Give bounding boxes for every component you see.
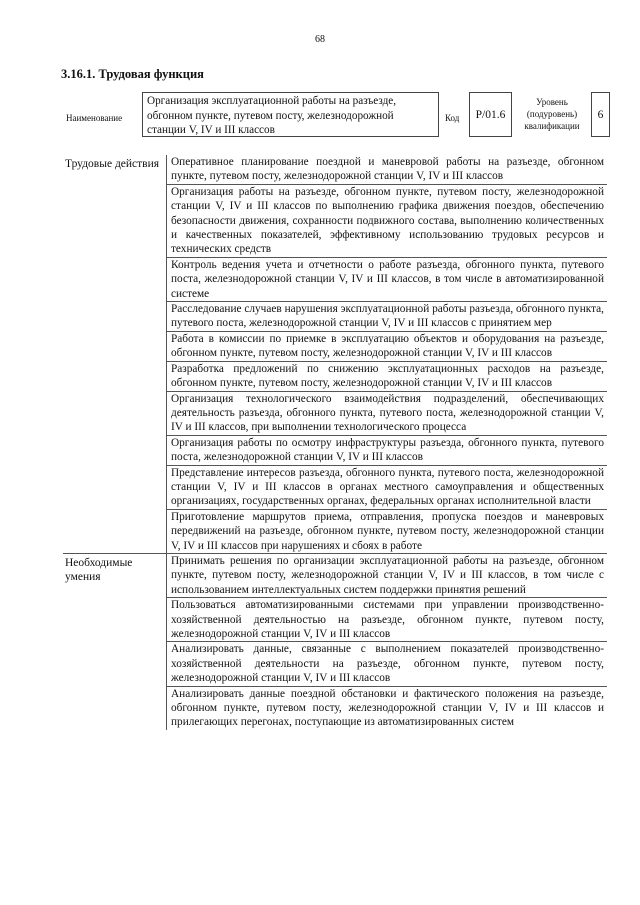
group-required-skills [63, 554, 607, 730]
function-header [61, 92, 616, 142]
table-row: Представление интересов разъезда, обгонного пункта, путевого поста, железнодорожной станции V, IV и III классов в органах местного самоуправления и общественных организациях, государственных органах, федеральных органах исполнительной власти [167, 466, 607, 510]
table-row: Разработка предложений по снижению эксплуатационных расходов на разъезде, обгонном пункте, путевом посту, железнодорожной станции V, IV и III классов [167, 362, 607, 392]
table-row: Организация работы на разъезде, обгонном пункте, путевом посту, железнодорожной станции V, IV и III классов по выполнению графика движения поездов, обеспечению безопасности движения, сохранности подвижного состава, выполнению количественных и качественных показателей, эффективному использованию трудовых ресурсов и технических средств [167, 185, 607, 258]
code-label: Код [445, 113, 460, 123]
table-row: Работа в комиссии по приемке в эксплуатацию объектов и оборудования на разъезде, обгонном пункте, путевом посту, железнодорожной станции V, IV и III классов [167, 332, 607, 362]
table-row: Контроль ведения учета и отчетности о работе разъезда, обгонного пункта, путевого поста, железнодорожной станции V, IV и III классов, в том числе в автоматизированной системе [167, 258, 607, 302]
table-row: Принимать решения по организации эксплуатационной работы на разъезде, обгонном пункте, путевом посту, железнодорожной станции V, IV и III классов, в том числе с использованием интеллектуальных систем поддержки принятия решений [167, 554, 607, 598]
page-number: 68 [315, 34, 325, 45]
function-name-box: Организация эксплуатационной работы на разъезде, обгонном пункте, путевом посту, железнодорожной станции V, IV и III классов [142, 92, 439, 137]
table-row: Оперативное планирование поездной и маневровой работы на разъезде, обгонном пункте, путевом посту, железнодорожной станции V, IV и III классов [167, 155, 607, 185]
group-title: Необходимые умения [65, 556, 133, 584]
group-items [166, 554, 607, 730]
table-row: Приготовление маршрутов приема, отправления, пропуска поездов и маневровых передвижений на разъезде, обгонном пункте, путевом посту, железнодорожной станции V, IV и III классов при нарушениях и сбоях в работе [171, 510, 604, 552]
table-row: Анализировать данные, связанные с выполнением показателей производственно-хозяйственной деятельности на разъезде, обгонном пункте, путевом посту, железнодорожной станции V, IV и III классов [167, 642, 607, 686]
function-table [63, 155, 607, 730]
table-row: Расследование случаев нарушения эксплуатационной работы разъезда, обгонного пункта, путевого поста, железнодорожной станции V, IV и III классов с принятием мер [167, 302, 607, 332]
qualification-level-label: Уровень (подуровень) квалификации [524, 97, 580, 131]
name-label: Наименование [66, 113, 123, 123]
group-labor-actions [63, 155, 607, 553]
table-row: Пользоваться автоматизированными системами при управлении производственно-хозяйственной деятельностью на разъезде, обгонном пункте, путевом посту, железнодорожной станции V, IV и III классов [167, 598, 607, 642]
table-row: Организация технологического взаимодействия подразделений, обеспечивающих деятельность разъезда, обгонного пункта, путевого поста, железнодорожной станции V, IV и III классов, при выполнении технологического процесса [167, 392, 607, 436]
group-title: Трудовые действия [65, 158, 160, 170]
table-row: Анализировать данные поездной обстановки и фактического положения на разъезде, обгонном пункте, путевом посту, железнодорожной станции V, IV и III классов и прилегающих перегонах, поступающие из автоматизированных систем [171, 687, 604, 729]
table-row: Организация работы по осмотру инфраструктуры разъезда, обгонного пункта, путевого поста, железнодорожной станции V, IV и III классов [167, 436, 607, 466]
group-items [166, 155, 607, 553]
section-heading: 3.16.1. Трудовая функция [61, 67, 204, 81]
qualification-level-box: 6 [591, 92, 610, 137]
code-value-box: Р/01.6 [469, 92, 512, 137]
